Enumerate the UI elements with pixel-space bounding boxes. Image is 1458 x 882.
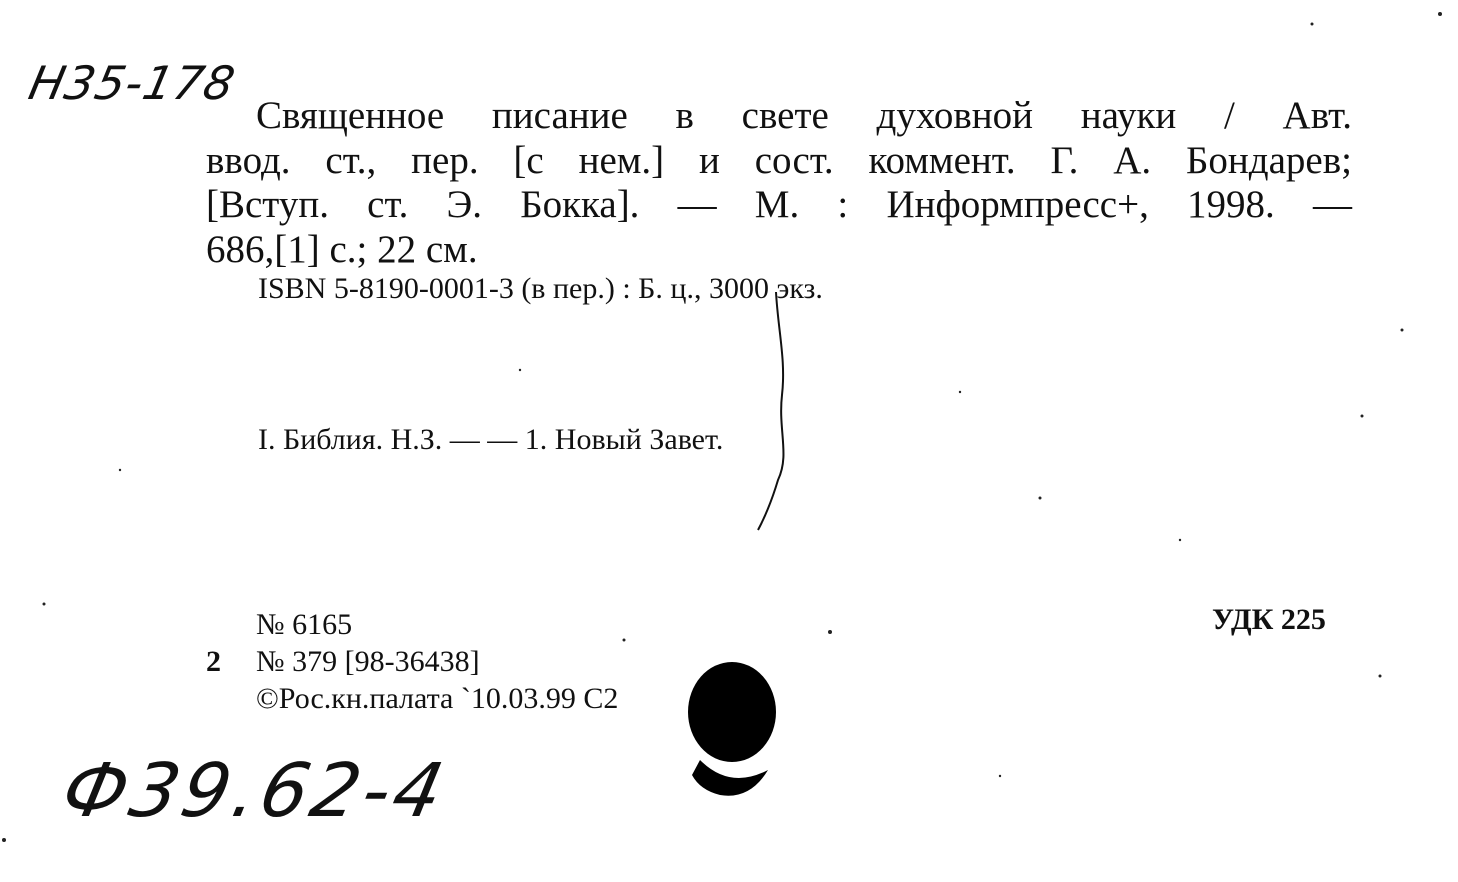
handwritten-shelf-code: Н35-178	[24, 56, 241, 110]
pen-stroke	[758, 292, 783, 530]
udk-code: УДК 225	[1212, 603, 1326, 636]
entry-line-2: ввод. ст., пер. [с нем.] и сост. коммент. Г. А. Бондарев;	[206, 139, 1352, 182]
card-number: № 6165	[256, 608, 353, 641]
entry-line-3: [Вступ. ст. Э. Бокка]. — М. : Информпресс+, 1998. —	[206, 183, 1352, 226]
subject-headings: I. Библия. Н.З. — — 1. Новый Завет.	[258, 423, 724, 456]
registration-number: № 379 [98-36438]	[256, 645, 480, 678]
punch-hole-mark	[688, 662, 776, 796]
copyright-line: ©Рос.кн.палата `10.03.99 С2	[256, 682, 619, 715]
card-copy-count: 2	[206, 645, 221, 678]
entry-line-4: 686,[1] с.; 22 см.	[206, 228, 478, 271]
entry-title-line: Священное писание в свете духовной науки / Авт.	[256, 94, 1352, 137]
handwritten-classification-code: Ф39.62-4	[54, 748, 455, 834]
isbn-line: ISBN 5-8190-0001-3 (в пер.) : Б. ц., 3000 экз.	[258, 272, 823, 305]
